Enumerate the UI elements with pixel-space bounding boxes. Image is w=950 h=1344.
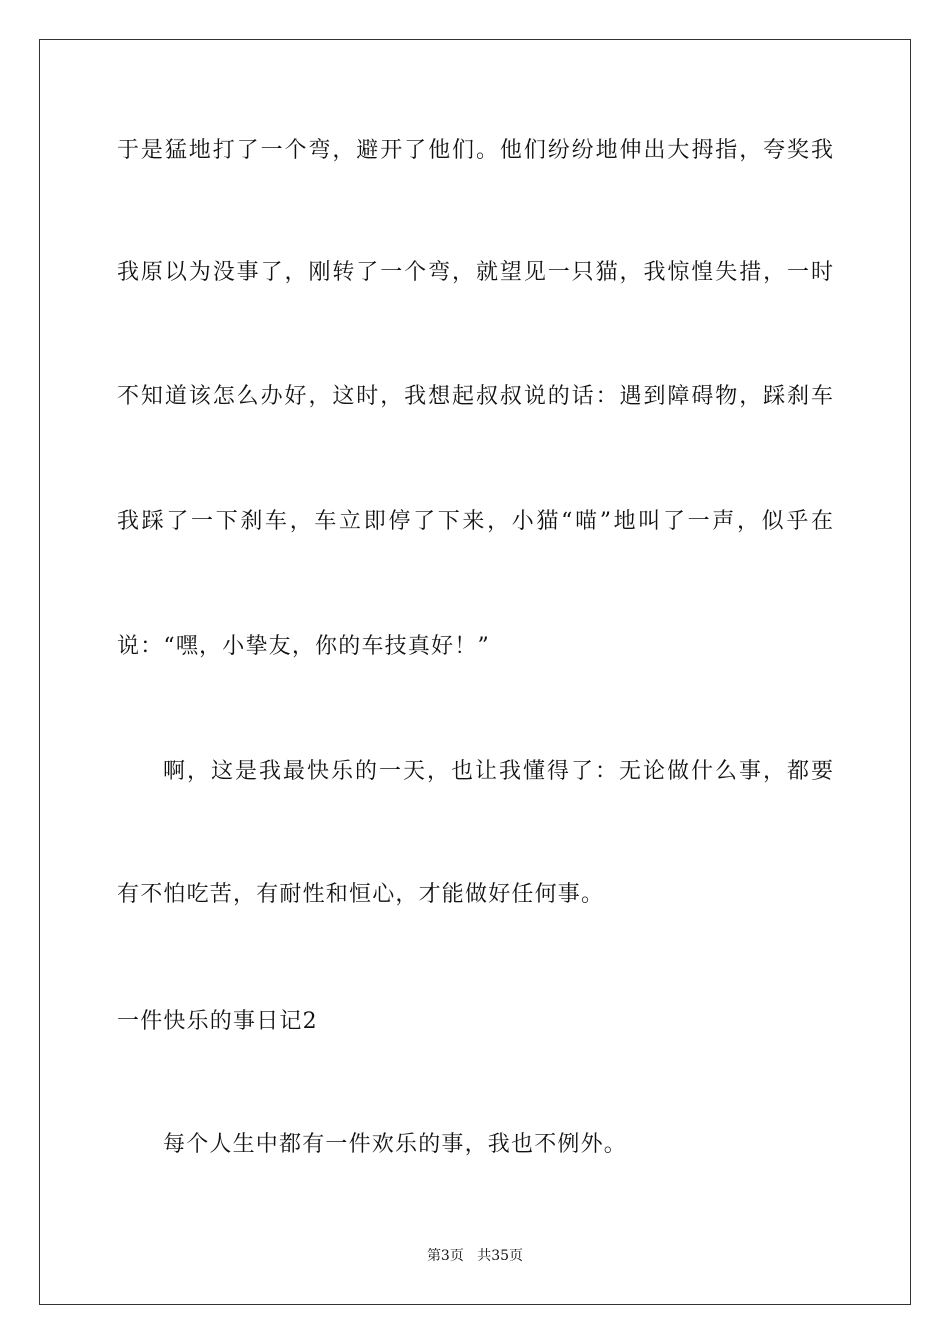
- body-line-7: 有不怕吃苦，有耐性和恒心，才能做好任何事。: [117, 882, 605, 907]
- page-frame: [39, 39, 911, 1305]
- body-line-5: 说：“嘿，小挚友，你的车技真好！”: [117, 634, 490, 659]
- body-line-2: 我原以为没事了，刚转了一个弯，就望见一只猫，我惊惶失措，一时: [117, 260, 833, 285]
- body-line-6: 啊，这是我最快乐的一天，也让我懂得了：无论做什么事，都要: [163, 759, 833, 784]
- total-pages: 共35页: [477, 1248, 524, 1264]
- body-line-3: 不知道该怎么办好，这时，我想起叔叔说的话：遇到障碍物，踩刹车: [117, 384, 833, 409]
- page-footer: [0, 1246, 950, 1266]
- body-line-1: 于是猛地打了一个弯，避开了他们。他们纷纷地伸出大拇指，夸奖我: [117, 138, 833, 163]
- page-number: 第3页: [426, 1248, 464, 1264]
- body-line-4: 我踩了一下刹车，车立即停了下来，小猫“喵”地叫了一声，似乎在: [117, 509, 833, 534]
- body-line-9: 每个人生中都有一件欢乐的事，我也不例外。: [163, 1132, 628, 1157]
- footer-gap: [464, 1248, 477, 1264]
- section-heading: 一件快乐的事日记2: [117, 1009, 318, 1034]
